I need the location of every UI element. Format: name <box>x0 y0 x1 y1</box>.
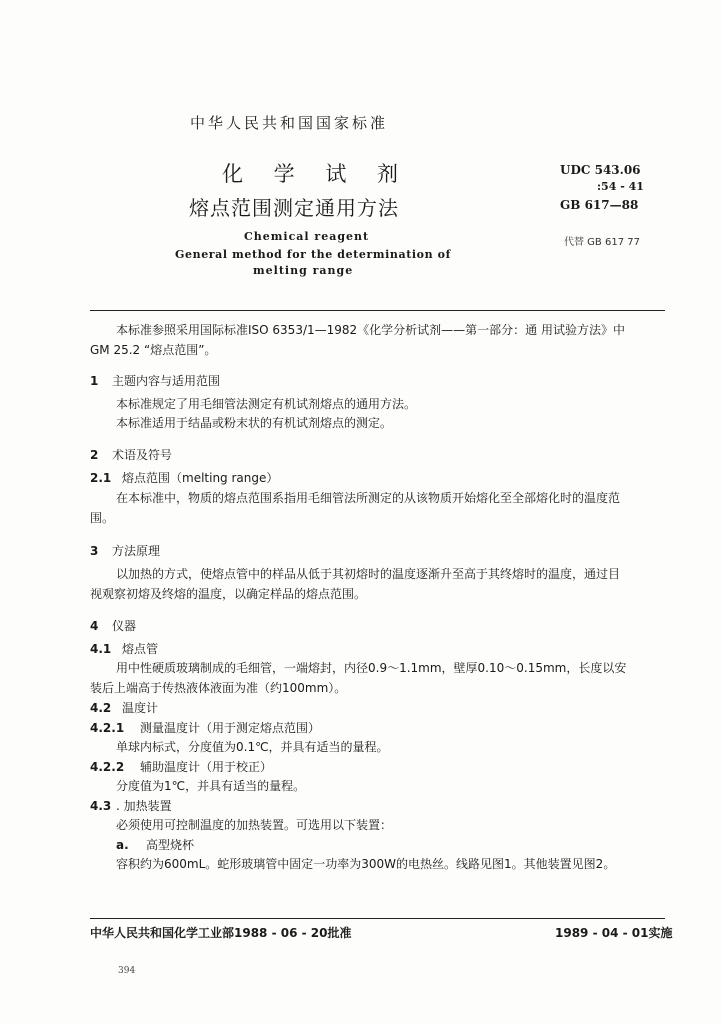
issuing-authority: 中华人民共和国国家标准 <box>190 114 389 132</box>
subsection-title: . 加热装置 <box>116 799 172 813</box>
item-a-heading <box>116 836 194 853</box>
subsection-title: 熔点管 <box>122 642 159 656</box>
header-divider <box>90 310 665 311</box>
subsection-4-2-1-heading <box>90 719 320 736</box>
subsection-title: 测量温度计（用于测定熔点范围） <box>140 721 321 735</box>
subsection-4-2-1-para: 单球内标式，分度值为0.1℃，并具有适当的量程。 <box>116 740 389 754</box>
approval-line: 中华人民共和国化学工业部1988 - 06 - 20批准 <box>90 926 352 940</box>
section-4-heading <box>90 617 136 634</box>
section-number: 1 <box>90 374 99 388</box>
subsection-number: 2.1 <box>90 471 112 485</box>
subsection-number: 4.1 <box>90 642 112 656</box>
subsection-title: 熔点范围（melting range） <box>122 471 279 485</box>
item-title: 高型烧杯 <box>146 838 195 852</box>
replaces-standard: 代替 GB 617 77 <box>564 237 640 248</box>
section-3-para2: 视观察初熔及终熔的温度，以确定样品的熔点范围。 <box>90 587 367 601</box>
section-title: 方法原理 <box>112 544 161 558</box>
title-en-line1: Chemical reagent <box>244 230 370 243</box>
subsection-4-3-heading <box>90 797 172 814</box>
subsection-number: 4.3 <box>90 799 112 813</box>
section-title: 仪器 <box>112 619 137 633</box>
subsection-4-2-heading <box>90 699 158 716</box>
gb-number: GB 617—88 <box>560 198 639 212</box>
effective-date: 1989 - 04 - 01实施 <box>555 926 673 940</box>
subsection-number: 4.2.2 <box>90 760 125 774</box>
udc-code-sub: :54 - 41 <box>597 180 644 193</box>
section-2-heading <box>90 446 172 463</box>
udc-code: UDC 543.06 <box>560 163 641 177</box>
intro-line2: GM 25.2 “熔点范围”。 <box>90 343 217 357</box>
subsection-4-1-heading <box>90 640 158 657</box>
section-number: 4 <box>90 619 99 633</box>
subsection-title: 温度计 <box>122 701 159 715</box>
item-label: a. <box>116 838 129 852</box>
section-1-para2: 本标准适用于结晶或粉末状的有机试剂熔点的测定。 <box>116 416 393 430</box>
section-title: 术语及符号 <box>112 448 173 462</box>
title-en-line2: General method for the determination of <box>175 248 451 261</box>
section-3-para1: 以加热的方式，使熔点管中的样品从低于其初熔时的温度逐渐升至高于其终熔时的温度，通过目 <box>116 567 621 581</box>
subsection-title: 辅助温度计（用于校正） <box>140 760 273 774</box>
item-a-para: 容积约为600mL。蛇形玻璃管中固定一功率为300W的电热丝。线路见图1。其他装置见图2。 <box>116 857 616 871</box>
subsection-4-2-2-heading <box>90 758 272 775</box>
subsection-number: 4.2.1 <box>90 721 125 735</box>
section-number: 3 <box>90 544 99 558</box>
subsection-4-3-para: 必须使用可控制温度的加热装置。可选用以下装置： <box>116 818 393 832</box>
subsection-2-1-para1: 在本标准中，物质的熔点范围系指用毛细管法所测定的从该物质开始熔化至全部熔化时的温度范 <box>116 491 621 505</box>
intro-line1: 本标准参照采用国际标准ISO 6353/1—1982《化学分析试剂——第一部分：通 用试验方法》中 <box>116 323 625 337</box>
title-cn-line2: 熔点范围测定通用方法 <box>189 196 399 220</box>
section-title: 主题内容与适用范围 <box>112 374 221 388</box>
section-1-heading <box>90 372 220 389</box>
page-number: 394 <box>118 966 136 976</box>
subsection-number: 4.2 <box>90 701 112 715</box>
footer-divider <box>90 918 665 919</box>
subsection-2-1-para2: 围。 <box>90 511 115 525</box>
section-number: 2 <box>90 448 99 462</box>
section-3-heading <box>90 542 160 559</box>
subsection-2-1-heading <box>90 469 278 486</box>
title-cn-line1: 化 学 试 剂 <box>222 162 411 186</box>
section-1-para1: 本标准规定了用毛细管法测定有机试剂熔点的通用方法。 <box>116 397 417 411</box>
subsection-4-1-para2: 装后上端高于传热液体液面为准（约100mm）。 <box>90 681 347 695</box>
title-en-line3: melting range <box>253 264 354 277</box>
subsection-4-2-2-para: 分度值为1℃，并具有适当的量程。 <box>116 779 306 793</box>
subsection-4-1-para1: 用中性硬质玻璃制成的毛细管，一端熔封，内径0.9～1.1mm，壁厚0.10～0.15mm，长度以安 <box>116 661 627 675</box>
